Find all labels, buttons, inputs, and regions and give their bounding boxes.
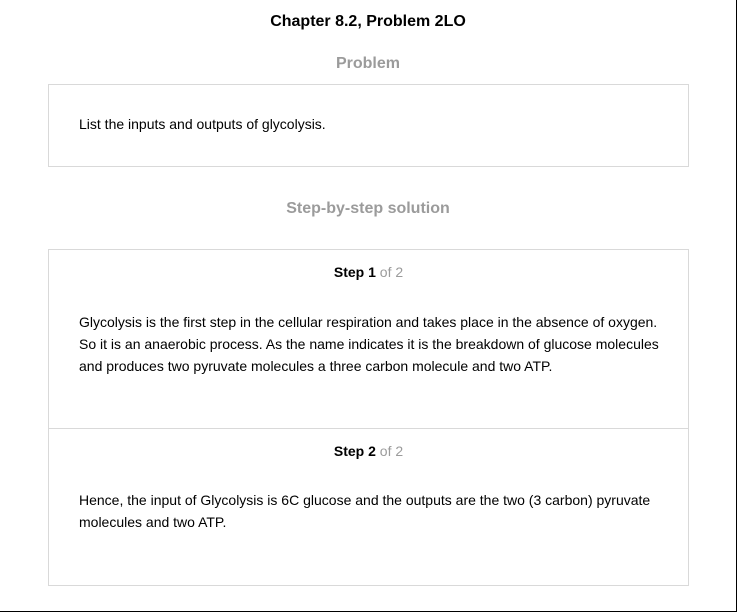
step-1-header <box>49 263 688 281</box>
chapter-title: Chapter 8.2, Problem 2LO <box>270 13 466 30</box>
step-1-of-total: of 2 <box>379 264 404 280</box>
problem-heading: Problem <box>335 55 400 72</box>
step-2-text: Hence, the input of Glycolysis is 6C glucose and the outputs are the two (3 carbon) pyruvate molecules and two ATP. <box>79 492 651 530</box>
step-2 <box>49 429 688 585</box>
step-2-header <box>49 442 688 460</box>
problem-box <box>48 84 689 167</box>
step-1 <box>49 250 688 429</box>
solution-steps-box <box>48 249 689 586</box>
step-2-label: Step <box>333 443 365 459</box>
step-2-number: 2 <box>368 443 376 459</box>
solution-heading: Step-by-step solution <box>286 200 450 217</box>
step-1-number: 1 <box>368 264 376 280</box>
step-1-label: Step <box>333 264 365 280</box>
step-1-text: Glycolysis is the first step in the cellular respiration and takes place in the absence of oxygen. So it is an anaerobic process. As the name indicates it is the breakdown of glucose molecules and produces two pyruvate molecules a three carbon molecule and two ATP. <box>79 314 659 374</box>
problem-text: List the inputs and outputs of glycolysis. <box>79 116 326 132</box>
step-2-of-total: of 2 <box>379 443 404 459</box>
